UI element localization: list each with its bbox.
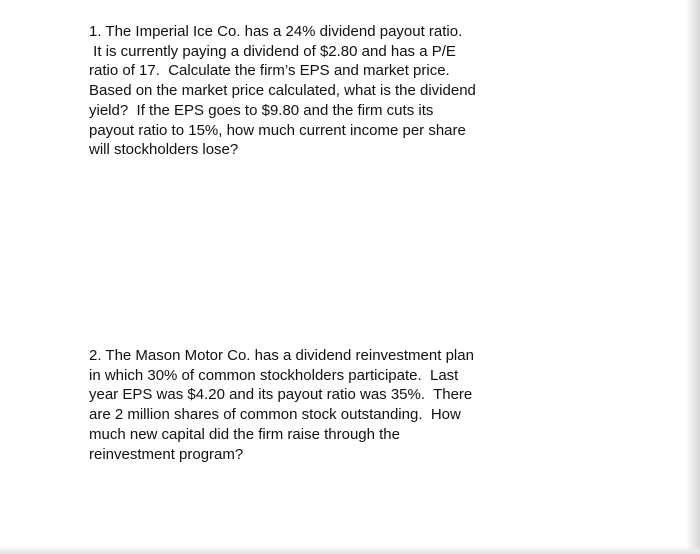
- page-edge-shadow-bottom: [0, 546, 700, 554]
- question-line: 1. The Imperial Ice Co. has a 24% dividend payout ratio.: [89, 23, 463, 40]
- question-line: much new capital did the firm raise through the: [89, 425, 400, 443]
- question-line: in which 30% of common stockholders participate. Last: [89, 366, 459, 384]
- question-line: reinvestment program?: [89, 445, 244, 463]
- page-edge-shadow-right: [686, 0, 700, 554]
- question-line: ratio of 17. Calculate the firm’s EPS and market price.: [89, 62, 450, 80]
- question-2: [89, 346, 474, 464]
- question-line: year EPS was $4.20 and its payout ratio was 35%. There: [89, 386, 473, 404]
- question-line: It is currently paying a dividend of $2.80 and has a P/E: [89, 42, 456, 60]
- question-line: are 2 million shares of common stock outstanding. How: [89, 406, 461, 424]
- question-line: Based on the market price calculated, what is the dividend: [89, 82, 476, 100]
- question-line: 2. The Mason Motor Co. has a dividend reinvestment plan: [89, 347, 474, 364]
- question-line: yield? If the EPS goes to $9.80 and the firm cuts its: [89, 101, 434, 119]
- question-1: [89, 22, 476, 160]
- question-line: will stockholders lose?: [89, 141, 239, 159]
- question-line: payout ratio to 15%, how much current income per share: [89, 121, 466, 139]
